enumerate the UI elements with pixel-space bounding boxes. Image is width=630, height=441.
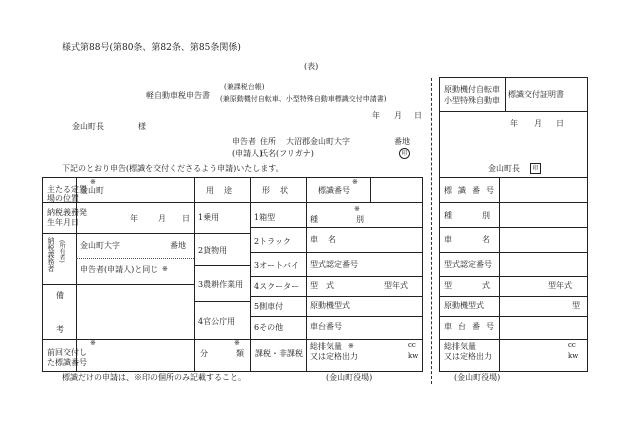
right-displacement: 総排気量	[444, 342, 476, 351]
name-label: 氏名(フリガナ)	[260, 149, 314, 158]
row1-value: 金山町	[80, 186, 104, 195]
address-label: 住所	[260, 137, 276, 146]
taxation-label: 課税・非課税	[255, 349, 303, 358]
applicant-seal: 印	[399, 148, 410, 159]
applicant-sub: (申請人)	[232, 149, 263, 158]
plate-star: ※	[352, 178, 358, 186]
right-model: 型式	[444, 281, 520, 290]
shape-item-6: 6その他	[254, 323, 284, 332]
addressee-town: 金山町長	[72, 122, 104, 131]
shape-item-2: 2トラック	[254, 237, 291, 246]
left-date-year: 年	[372, 111, 380, 120]
left-title-sub1: (兼課税台帳)	[224, 83, 265, 91]
type-star: ※	[354, 205, 360, 213]
right-date-year: 年	[510, 119, 518, 128]
right-model-year: 型年式	[548, 281, 572, 290]
left-title-main: 軽自動車税申告書	[146, 91, 210, 100]
right-chassis-number: 車台番号	[444, 322, 500, 331]
prev-plate-a: 前回交付し	[47, 348, 87, 357]
usage-item-3: 3農耕作業用	[198, 280, 244, 289]
displacement-star: ※	[348, 342, 354, 350]
banchi-label: 番地	[394, 137, 410, 146]
shape-item-5: 5側車付	[254, 302, 284, 311]
rated-output-label: 又は定格出力	[310, 352, 358, 361]
right-unit-kw: kw	[568, 352, 579, 360]
shape-item-4: 4スクーター	[254, 282, 300, 291]
usage-item-4: 4官公庁用	[198, 317, 236, 326]
prev-plate-b: た標識番号	[47, 358, 87, 367]
taxpayer-banchi: 番地	[170, 241, 186, 250]
left-date-month: 月	[394, 111, 402, 120]
maker-label: 車名	[310, 235, 346, 244]
right-issuer: 金山町長	[488, 164, 520, 173]
taxpayer-same: 申告者(申請人)と同じ	[80, 265, 159, 274]
left-note: 標識だけの申請は、※印の個所のみ記載すること。	[62, 373, 246, 382]
side-label: (表)	[304, 62, 319, 71]
form-number: 様式第88号(第80条、第82条、第85条関係)	[62, 43, 241, 53]
right-date-month: 月	[534, 119, 542, 128]
model-year: 型年式	[384, 281, 408, 290]
category-b: 類	[236, 349, 244, 358]
col-plate-header: 標識番号	[318, 186, 350, 195]
engine-model-label: 原動機型式	[310, 301, 350, 310]
col-usage-header: 用途	[206, 186, 242, 195]
right-type: 種別	[444, 211, 520, 220]
taxpayer-address: 金山町大字	[80, 241, 120, 250]
cut-line	[431, 78, 432, 384]
right-rated-output: 又は定格出力	[444, 352, 492, 361]
right-title-b: 小型特殊自動車	[444, 96, 500, 105]
address-value: 大沼郡金山町大字	[286, 137, 350, 146]
applicant-label: 申告者	[232, 137, 256, 146]
left-office: (金山町役場)	[326, 373, 373, 382]
right-unit-cc: cc	[568, 341, 576, 349]
left-date-day: 日	[414, 111, 422, 120]
right-title-a: 原動機付自転車	[444, 85, 500, 94]
row2-label-a: 納税義務発	[47, 208, 87, 217]
left-table	[42, 177, 423, 372]
usage-item-2: 2貨物用	[198, 246, 228, 255]
category-a: 分	[200, 349, 208, 358]
intro-text: 下記のとおり申告(標識を交付くださるよう申請)いたします。	[62, 164, 284, 173]
usage-item-1: 1乗用	[198, 213, 220, 222]
right-engine-model: 原動機型式	[444, 301, 484, 310]
unit-kw: kw	[408, 352, 419, 360]
row1-label-b: 場の位置	[47, 194, 79, 203]
displacement-label: 総排気量	[310, 342, 342, 351]
chassis-number-label: 車台番号	[310, 322, 342, 331]
col-shape-header: 形状	[262, 186, 298, 195]
row2-month: 月	[158, 214, 166, 223]
shape-item-1: 1箱型	[254, 213, 276, 222]
right-model-cert: 型式認定番号	[444, 260, 492, 269]
row2-year: 年	[130, 214, 138, 223]
right-date-day: 日	[556, 119, 564, 128]
unit-cc: cc	[408, 341, 416, 349]
remarks-a: 備	[56, 291, 64, 300]
row2-day: 日	[182, 214, 190, 223]
right-office: (金山町役場)	[454, 373, 501, 382]
taxpayer-label: 納税義務者	[47, 237, 55, 272]
right-seal: 印	[530, 163, 541, 174]
right-maker: 車名	[444, 235, 520, 244]
addressee-honorific: 様	[138, 122, 146, 131]
right-engine-model-suffix: 型	[572, 301, 580, 310]
right-title-c: 標識交付証明書	[508, 90, 564, 99]
row1-star: ※	[90, 178, 96, 186]
type-label-b: 別	[356, 215, 364, 224]
taxpayer-sub: (所有者)	[58, 240, 65, 263]
prev-plate-star: ※	[90, 339, 96, 347]
model-cert-label: 型式認定番号	[310, 260, 358, 269]
left-title-sub2: (兼原動機付自転車、小型特殊自動車標識交付申請書)	[220, 95, 387, 103]
type-label-a: 種	[310, 215, 318, 224]
row1-label-a: 主たる定置	[47, 185, 87, 194]
right-plate-number: 標識番号	[444, 186, 500, 195]
shape-item-3: 3オートバイ	[254, 261, 299, 270]
row2-label-b: 生年月日	[47, 218, 79, 227]
remarks-b: 考	[56, 325, 64, 334]
taxpayer-same-star: ※	[162, 265, 168, 273]
category-star: ※	[234, 339, 240, 347]
model-label: 型式	[310, 281, 342, 290]
